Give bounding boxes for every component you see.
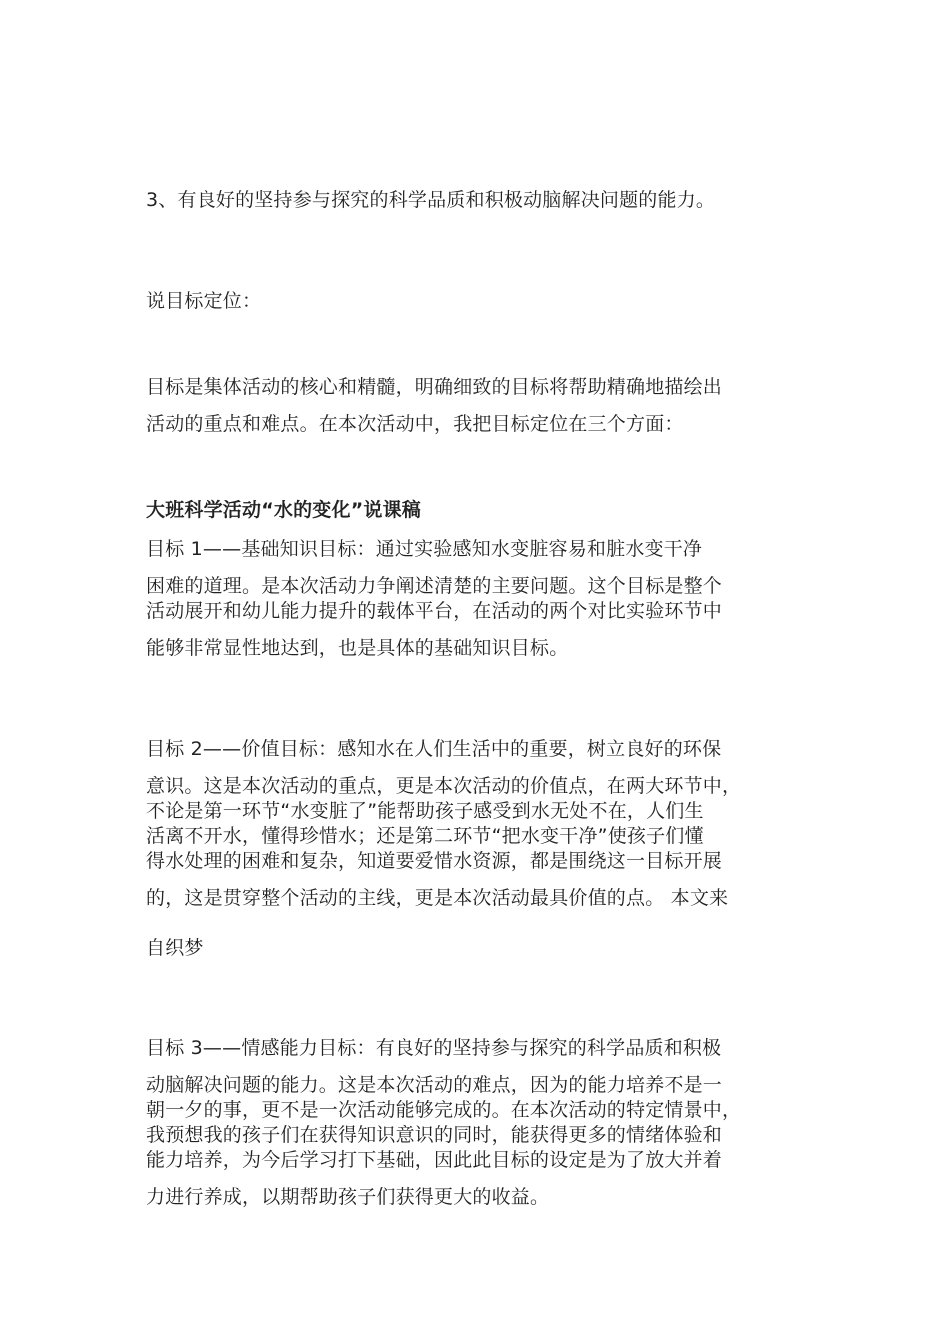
document-heading: 大班科学活动“水的变化”说课稿 (146, 499, 421, 521)
goal2-line-3: 不论是第一环节“水变脏了”能帮助孩子感受到水无处不在，人们生 (146, 800, 704, 822)
goal2-line-7: 自织梦 (146, 937, 204, 959)
goal1-line-3: 活动展开和幼儿能力提升的载体平台，在活动的两个对比实验环节中 (146, 600, 723, 622)
goal2-line-2: 意识。这是本次活动的重点，更是本次活动的价值点，在两大环节中， (146, 775, 742, 797)
goal2-line-4: 活离不开水，懂得珍惜水；还是第二环节“把水变干净”使孩子们懂 (146, 825, 704, 847)
goal3-line-5: 能力培养，为今后学习打下基础，因此此目标的设定是为了放大并着 (146, 1149, 723, 1171)
goal3-line-2: 动脑解决问题的能力。这是本次活动的难点，因为的能力培养不是一 (146, 1074, 723, 1096)
goal3-line-4: 我预想我的孩子们在获得知识意识的同时，能获得更多的情绪体验和 (146, 1124, 723, 1146)
section-label: 说目标定位： (146, 290, 262, 312)
goal3-line-6: 力进行养成，以期帮助孩子们获得更大的收益。 (146, 1186, 550, 1208)
goal1-line-1: 目标 1——基础知识目标：通过实验感知水变脏容易和脏水变干净 (146, 538, 703, 560)
goal2-line-5: 得水处理的困难和复杂，知道要爱惜水资源，都是围绕这一目标开展 (146, 850, 723, 872)
intro-line-1: 目标是集体活动的核心和精髓，明确细致的目标将帮助精确地描绘出 (146, 376, 723, 398)
goal1-line-4: 能够非常显性地达到，也是具体的基础知识目标。 (146, 637, 569, 659)
goal2-line-6: 的，这是贯穿整个活动的主线，更是本次活动最具价值的点。 本文来 (146, 887, 729, 909)
goal2-line-1: 目标 2——价值目标：感知水在人们生活中的重要，树立良好的环保 (146, 738, 722, 760)
goal3-line-3: 朝一夕的事，更不是一次活动能够完成的。在本次活动的特定情景中， (146, 1099, 742, 1121)
intro-line-2: 活动的重点和难点。在本次活动中，我把目标定位在三个方面： (146, 413, 684, 435)
goal-item-3: 3、有良好的坚持参与探究的科学品质和积极动脑解决问题的能力。 (146, 189, 716, 211)
goal1-line-2: 困难的道理。是本次活动力争阐述清楚的主要问题。这个目标是整个 (146, 575, 723, 597)
goal3-line-1: 目标 3——情感能力目标：有良好的坚持参与探究的科学品质和积极 (146, 1037, 722, 1059)
